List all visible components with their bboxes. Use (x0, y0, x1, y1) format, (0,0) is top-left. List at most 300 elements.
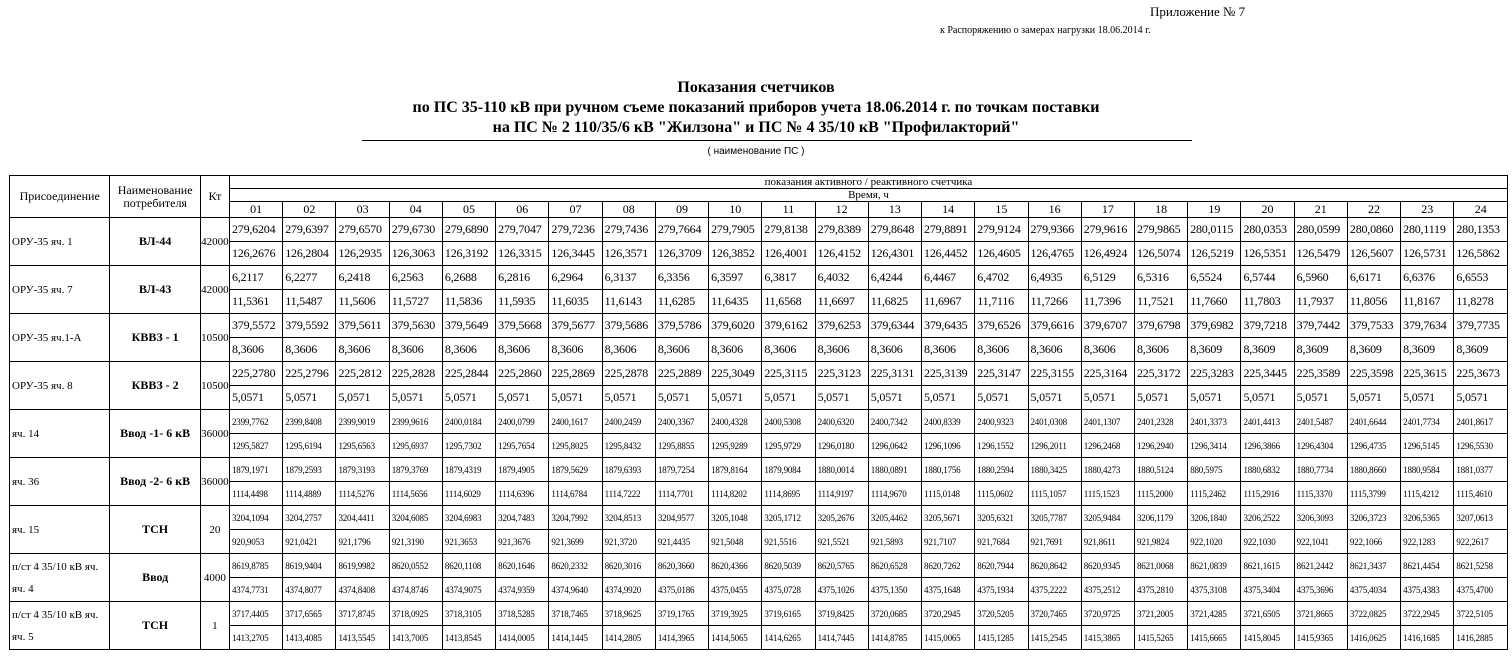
reactive-reading-cell: 5,0571 (815, 386, 868, 410)
active-reading-cell: 279,6204 (229, 218, 282, 242)
reactive-reading-cell: 1413,2705 (229, 626, 282, 650)
kt-cell: 10500 (200, 362, 229, 410)
reactive-reading-cell: 4374,9075 (442, 578, 495, 602)
active-reading-cell: 8620,7262 (922, 554, 975, 578)
active-reading-cell: 280,0115 (1188, 218, 1241, 242)
reactive-reading-cell: 920,9053 (229, 530, 282, 554)
reactive-reading-cell: 921,3653 (442, 530, 495, 554)
reactive-reading-cell: 126,2804 (283, 242, 336, 266)
active-reading-cell: 2400,5308 (762, 410, 815, 434)
active-reading-cell: 379,6982 (1188, 314, 1241, 338)
active-reading-cell: 225,2889 (655, 362, 708, 386)
reactive-reading-cell: 1295,9729 (762, 434, 815, 458)
active-reading-cell: 3204,2757 (283, 506, 336, 530)
active-reading-cell: 2400,6320 (815, 410, 868, 434)
reactive-reading-cell: 1415,5265 (1134, 626, 1187, 650)
active-reading-cell: 225,2812 (336, 362, 389, 386)
active-reading-cell: 1880,0014 (815, 458, 868, 482)
active-reading-cell: 379,5686 (602, 314, 655, 338)
reactive-reading-cell: 1413,5545 (336, 626, 389, 650)
active-reading-cell: 279,7047 (496, 218, 549, 242)
active-reading-cell: 379,5572 (229, 314, 282, 338)
reactive-reading-cell: 1415,1285 (975, 626, 1028, 650)
reactive-reading-cell: 11,6825 (868, 290, 921, 314)
table-row (10, 266, 1508, 290)
active-reading-cell: 379,7735 (1454, 314, 1508, 338)
active-reading-cell: 279,9366 (1028, 218, 1081, 242)
reactive-reading-cell: 11,5727 (389, 290, 442, 314)
reactive-reading-cell: 1114,5656 (389, 482, 442, 506)
active-reading-cell: 880,5975 (1188, 458, 1241, 482)
reactive-reading-cell: 921,5893 (868, 530, 921, 554)
reactive-reading-cell: 1415,0065 (922, 626, 975, 650)
reactive-reading-cell: 126,3852 (709, 242, 762, 266)
reactive-reading-cell: 1415,8045 (1241, 626, 1294, 650)
active-reading-cell: 2401,6644 (1347, 410, 1400, 434)
reactive-reading-cell: 8,3606 (336, 338, 389, 362)
connection-label: яч. 15 (12, 523, 40, 536)
table-row (10, 602, 1508, 626)
reactive-reading-cell: 11,6967 (922, 290, 975, 314)
reactive-reading-cell: 11,8278 (1454, 290, 1508, 314)
reactive-reading-cell: 126,5351 (1241, 242, 1294, 266)
reactive-reading-cell: 1415,2545 (1028, 626, 1081, 650)
active-reading-cell: 3718,7465 (549, 602, 602, 626)
title-underline (362, 140, 1192, 141)
header-row-time (10, 189, 1508, 202)
active-reading-cell: 1880,2594 (975, 458, 1028, 482)
active-reading-cell: 8620,1646 (496, 554, 549, 578)
reactive-reading-cell: 1296,5145 (1401, 434, 1454, 458)
active-reading-cell: 225,3147 (975, 362, 1028, 386)
reactive-reading-cell: 921,7684 (975, 530, 1028, 554)
active-reading-cell: 279,8389 (815, 218, 868, 242)
hour-header-cell: 04 (389, 202, 442, 218)
reactive-reading-cell: 8,3606 (975, 338, 1028, 362)
reactive-reading-cell: 11,6285 (655, 290, 708, 314)
reactive-reading-cell: 11,5836 (442, 290, 495, 314)
reactive-reading-cell: 5,0571 (975, 386, 1028, 410)
connection-label: ОРУ-35 яч. 8 (12, 379, 73, 392)
active-reading-cell: 1880,7734 (1294, 458, 1347, 482)
reactive-reading-cell: 1295,8855 (655, 434, 708, 458)
reactive-reading-cell: 11,8167 (1401, 290, 1454, 314)
reactive-reading-cell: 126,5607 (1347, 242, 1400, 266)
table-row-reactive (10, 338, 1508, 362)
active-reading-cell: 8621,5258 (1454, 554, 1508, 578)
active-reading-cell: 225,3589 (1294, 362, 1347, 386)
connection-cell (10, 554, 110, 602)
header-consumer: Наименование потребителя (110, 176, 200, 218)
reactive-reading-cell: 1295,8432 (602, 434, 655, 458)
active-reading-cell: 8620,0552 (389, 554, 442, 578)
table-row-reactive (10, 242, 1508, 266)
reactive-reading-cell: 1114,6029 (442, 482, 495, 506)
active-reading-cell: 3205,6321 (975, 506, 1028, 530)
reactive-reading-cell: 8,3606 (868, 338, 921, 362)
active-reading-cell: 225,3131 (868, 362, 921, 386)
table-row-reactive (10, 578, 1508, 602)
active-reading-cell: 1879,2593 (283, 458, 336, 482)
reactive-reading-cell: 126,4765 (1028, 242, 1081, 266)
active-reading-cell: 8619,9404 (283, 554, 336, 578)
hour-header-cell: 09 (655, 202, 708, 218)
active-reading-cell: 279,9865 (1134, 218, 1187, 242)
reactive-reading-cell: 1296,0180 (815, 434, 868, 458)
reactive-reading-cell: 4375,0186 (655, 578, 708, 602)
consumer-cell: ТСН (110, 602, 200, 650)
hour-header-cell: 05 (442, 202, 495, 218)
reactive-reading-cell: 922,1030 (1241, 530, 1294, 554)
meter-readings-table (9, 175, 1508, 650)
kt-cell: 36000 (200, 410, 229, 458)
reactive-reading-cell: 4375,3696 (1294, 578, 1347, 602)
active-reading-cell: 379,7218 (1241, 314, 1294, 338)
kt-cell: 1 (200, 602, 229, 650)
reactive-reading-cell: 921,7691 (1028, 530, 1081, 554)
active-reading-cell: 280,1353 (1454, 218, 1508, 242)
active-reading-cell: 3204,9577 (655, 506, 708, 530)
connection-cell (10, 410, 110, 458)
reactive-reading-cell: 4375,0728 (762, 578, 815, 602)
active-reading-cell: 2400,2459 (602, 410, 655, 434)
active-reading-cell: 279,7664 (655, 218, 708, 242)
header-row-readings (10, 176, 1508, 189)
reactive-reading-cell: 5,0571 (922, 386, 975, 410)
kt-cell: 42000 (200, 218, 229, 266)
reactive-reading-cell: 126,3192 (442, 242, 495, 266)
connection-cell (10, 218, 110, 266)
reactive-reading-cell: 126,3709 (655, 242, 708, 266)
active-reading-cell: 1879,8164 (709, 458, 762, 482)
active-reading-cell: 3717,8745 (336, 602, 389, 626)
reactive-reading-cell: 126,3315 (496, 242, 549, 266)
active-reading-cell: 6,5129 (1081, 266, 1134, 290)
active-reading-cell: 379,5611 (336, 314, 389, 338)
reactive-reading-cell: 1295,9289 (709, 434, 762, 458)
reactive-reading-cell: 5,0571 (442, 386, 495, 410)
active-reading-cell: 225,2844 (442, 362, 495, 386)
reactive-reading-cell: 126,3445 (549, 242, 602, 266)
active-reading-cell: 225,3598 (1347, 362, 1400, 386)
active-reading-cell: 6,4935 (1028, 266, 1081, 290)
active-reading-cell: 1881,0377 (1454, 458, 1508, 482)
reactive-reading-cell: 8,3606 (389, 338, 442, 362)
active-reading-cell: 225,2860 (496, 362, 549, 386)
title-line-1: Показания счетчиков (677, 79, 835, 96)
active-reading-cell: 3718,0925 (389, 602, 442, 626)
reactive-reading-cell: 1415,3865 (1081, 626, 1134, 650)
reactive-reading-cell: 11,5361 (229, 290, 282, 314)
reactive-reading-cell: 1413,4085 (283, 626, 336, 650)
kt-cell: 36000 (200, 458, 229, 506)
reactive-reading-cell: 5,0571 (1454, 386, 1508, 410)
active-reading-cell: 3206,5365 (1401, 506, 1454, 530)
active-reading-cell: 3206,2522 (1241, 506, 1294, 530)
reactive-reading-cell: 126,4452 (922, 242, 975, 266)
order-reference: к Распоряжению о замерах нагрузки 18.06.2014 г. (940, 25, 1151, 36)
hour-header-cell: 18 (1134, 202, 1187, 218)
active-reading-cell: 2401,0308 (1028, 410, 1081, 434)
reactive-reading-cell: 921,4435 (655, 530, 708, 554)
reactive-reading-cell: 8,3606 (815, 338, 868, 362)
active-reading-cell: 3204,4411 (336, 506, 389, 530)
connection-label: яч. 14 (12, 427, 40, 440)
consumer-cell: КВВЗ - 2 (110, 362, 200, 410)
reactive-reading-cell: 1414,8785 (868, 626, 921, 650)
active-reading-cell: 2401,5487 (1294, 410, 1347, 434)
hour-header-cell: 01 (229, 202, 282, 218)
header-time: Время, ч (229, 189, 1507, 202)
consumer-cell: ВЛ-43 (110, 266, 200, 314)
reactive-reading-cell: 11,6143 (602, 290, 655, 314)
active-reading-cell: 280,1119 (1401, 218, 1454, 242)
hour-header-cell: 17 (1081, 202, 1134, 218)
active-reading-cell: 3206,1179 (1134, 506, 1187, 530)
active-reading-cell: 1879,3193 (336, 458, 389, 482)
active-reading-cell: 1880,6832 (1241, 458, 1294, 482)
substation-caption: ( наименование ПС ) (707, 146, 805, 157)
active-reading-cell: 6,2277 (283, 266, 336, 290)
active-reading-cell: 2401,1307 (1081, 410, 1134, 434)
reactive-reading-cell: 1296,1552 (975, 434, 1028, 458)
active-reading-cell: 279,8138 (762, 218, 815, 242)
reactive-reading-cell: 1414,2805 (602, 626, 655, 650)
active-reading-cell: 3720,0685 (868, 602, 921, 626)
active-reading-cell: 2401,7734 (1401, 410, 1454, 434)
reactive-reading-cell: 922,1041 (1294, 530, 1347, 554)
reactive-reading-cell: 1413,8545 (442, 626, 495, 650)
reactive-reading-cell: 1115,2462 (1188, 482, 1241, 506)
table-row-reactive (10, 290, 1508, 314)
active-reading-cell: 2399,7762 (229, 410, 282, 434)
active-reading-cell: 225,3049 (709, 362, 762, 386)
active-reading-cell: 2401,2328 (1134, 410, 1187, 434)
reactive-reading-cell: 922,2617 (1454, 530, 1508, 554)
reactive-reading-cell: 1296,4735 (1347, 434, 1400, 458)
active-reading-cell: 279,8648 (868, 218, 921, 242)
hour-header-cell: 16 (1028, 202, 1081, 218)
reactive-reading-cell: 1114,9197 (815, 482, 868, 506)
active-reading-cell: 3204,1094 (229, 506, 282, 530)
header-connection: Присоединение (10, 176, 110, 218)
reactive-reading-cell: 4375,1934 (975, 578, 1028, 602)
active-reading-cell: 279,9124 (975, 218, 1028, 242)
reactive-reading-cell: 1415,9365 (1294, 626, 1347, 650)
reactive-reading-cell: 5,0571 (549, 386, 602, 410)
active-reading-cell: 3722,2945 (1401, 602, 1454, 626)
reactive-reading-cell: 1295,6937 (389, 434, 442, 458)
reactive-reading-cell: 1115,0602 (975, 482, 1028, 506)
active-reading-cell: 3206,3723 (1347, 506, 1400, 530)
connection-label-2: яч. 4 (12, 582, 34, 595)
active-reading-cell: 2400,3367 (655, 410, 708, 434)
active-reading-cell: 3206,3093 (1294, 506, 1347, 530)
active-reading-cell: 379,6798 (1134, 314, 1187, 338)
reactive-reading-cell: 1114,4889 (283, 482, 336, 506)
active-reading-cell: 2401,3373 (1188, 410, 1241, 434)
active-reading-cell: 8619,8785 (229, 554, 282, 578)
active-reading-cell: 8620,8642 (1028, 554, 1081, 578)
consumer-cell: ТСН (110, 506, 200, 554)
reactive-reading-cell: 4374,9359 (496, 578, 549, 602)
connection-label: ОРУ-35 яч. 7 (12, 283, 73, 296)
active-reading-cell: 3721,2005 (1134, 602, 1187, 626)
active-reading-cell: 379,6253 (815, 314, 868, 338)
active-reading-cell: 6,4702 (975, 266, 1028, 290)
active-reading-cell: 2400,8339 (922, 410, 975, 434)
reactive-reading-cell: 126,4924 (1081, 242, 1134, 266)
reactive-reading-cell: 1416,2885 (1454, 626, 1508, 650)
active-reading-cell: 379,5786 (655, 314, 708, 338)
reactive-reading-cell: 5,0571 (655, 386, 708, 410)
reactive-reading-cell: 1114,7222 (602, 482, 655, 506)
reactive-reading-cell: 1296,4304 (1294, 434, 1347, 458)
reactive-reading-cell: 921,1796 (336, 530, 389, 554)
hour-header-cell: 13 (868, 202, 921, 218)
active-reading-cell: 3204,6085 (389, 506, 442, 530)
reactive-reading-cell: 1114,8202 (709, 482, 762, 506)
reactive-reading-cell: 921,3190 (389, 530, 442, 554)
active-reading-cell: 225,3115 (762, 362, 815, 386)
active-reading-cell: 3721,8665 (1294, 602, 1347, 626)
active-reading-cell: 379,6616 (1028, 314, 1081, 338)
connection-label-2: яч. 5 (12, 630, 34, 643)
table-row (10, 410, 1508, 434)
active-reading-cell: 279,6890 (442, 218, 495, 242)
reactive-reading-cell: 1115,4610 (1454, 482, 1508, 506)
reactive-reading-cell: 11,6697 (815, 290, 868, 314)
reactive-reading-cell: 1295,7302 (442, 434, 495, 458)
reactive-reading-cell: 5,0571 (1028, 386, 1081, 410)
consumer-cell: ВЛ-44 (110, 218, 200, 266)
hour-header-cell: 19 (1188, 202, 1241, 218)
header-row-hours (10, 202, 1508, 218)
active-reading-cell: 225,2828 (389, 362, 442, 386)
reactive-reading-cell: 1115,1057 (1028, 482, 1081, 506)
reactive-reading-cell: 8,3609 (1454, 338, 1508, 362)
reactive-reading-cell: 1295,5827 (229, 434, 282, 458)
active-reading-cell: 3206,1840 (1188, 506, 1241, 530)
active-reading-cell: 225,2878 (602, 362, 655, 386)
connection-cell (10, 602, 110, 650)
active-reading-cell: 6,6376 (1401, 266, 1454, 290)
reactive-reading-cell: 8,3606 (922, 338, 975, 362)
connection-cell (10, 458, 110, 506)
reactive-reading-cell: 1115,2000 (1134, 482, 1187, 506)
reactive-reading-cell: 4374,7731 (229, 578, 282, 602)
reactive-reading-cell: 4375,3108 (1188, 578, 1241, 602)
connection-label: ОРУ-35 яч.1-А (12, 331, 82, 344)
active-reading-cell: 3718,5285 (496, 602, 549, 626)
active-reading-cell: 3204,7992 (549, 506, 602, 530)
reactive-reading-cell: 921,5516 (762, 530, 815, 554)
active-reading-cell: 3205,1048 (709, 506, 762, 530)
active-reading-cell: 2399,8408 (283, 410, 336, 434)
reactive-reading-cell: 8,3606 (762, 338, 815, 362)
active-reading-cell: 3720,7465 (1028, 602, 1081, 626)
reactive-reading-cell: 4375,1648 (922, 578, 975, 602)
reactive-reading-cell: 5,0571 (283, 386, 336, 410)
active-reading-cell: 1880,5124 (1134, 458, 1187, 482)
consumer-cell: Ввод -2- 6 кВ (110, 458, 200, 506)
reactive-reading-cell: 5,0571 (1294, 386, 1347, 410)
reactive-reading-cell: 8,3609 (1188, 338, 1241, 362)
reactive-reading-cell: 922,1066 (1347, 530, 1400, 554)
active-reading-cell: 6,5744 (1241, 266, 1294, 290)
hour-header-cell: 22 (1347, 202, 1400, 218)
active-reading-cell: 3205,2676 (815, 506, 868, 530)
active-reading-cell: 3205,5671 (922, 506, 975, 530)
active-reading-cell: 280,0599 (1294, 218, 1347, 242)
reactive-reading-cell: 11,7396 (1081, 290, 1134, 314)
active-reading-cell: 379,5668 (496, 314, 549, 338)
reactive-reading-cell: 5,0571 (1188, 386, 1241, 410)
reactive-reading-cell: 4374,9920 (602, 578, 655, 602)
reactive-reading-cell: 8,3606 (283, 338, 336, 362)
active-reading-cell: 379,6526 (975, 314, 1028, 338)
active-reading-cell: 8621,1615 (1241, 554, 1294, 578)
active-reading-cell: 1879,3769 (389, 458, 442, 482)
active-reading-cell: 1879,7254 (655, 458, 708, 482)
connection-cell (10, 506, 110, 554)
reactive-reading-cell: 11,7937 (1294, 290, 1347, 314)
hour-header-cell: 23 (1401, 202, 1454, 218)
reactive-reading-cell: 1414,0005 (496, 626, 549, 650)
reactive-reading-cell: 1295,6194 (283, 434, 336, 458)
reactive-reading-cell: 4375,4700 (1454, 578, 1508, 602)
kt-cell: 20 (200, 506, 229, 554)
reactive-reading-cell: 4375,4383 (1401, 578, 1454, 602)
reactive-reading-cell: 1296,1096 (922, 434, 975, 458)
reactive-reading-cell: 1115,3799 (1347, 482, 1400, 506)
reactive-reading-cell: 4375,2512 (1081, 578, 1134, 602)
active-reading-cell: 2401,8617 (1454, 410, 1508, 434)
active-reading-cell: 3720,5205 (975, 602, 1028, 626)
active-reading-cell: 225,3172 (1134, 362, 1187, 386)
reactive-reading-cell: 8,3606 (655, 338, 708, 362)
active-reading-cell: 279,8891 (922, 218, 975, 242)
table-row (10, 554, 1508, 578)
active-reading-cell: 8620,6528 (868, 554, 921, 578)
reactive-reading-cell: 126,3063 (389, 242, 442, 266)
reactive-reading-cell: 8,3609 (1401, 338, 1454, 362)
active-reading-cell: 225,3445 (1241, 362, 1294, 386)
active-reading-cell: 2399,9019 (336, 410, 389, 434)
reactive-reading-cell: 11,5487 (283, 290, 336, 314)
reactive-reading-cell: 126,4605 (975, 242, 1028, 266)
consumer-cell: КВВЗ - 1 (110, 314, 200, 362)
hour-header-cell: 24 (1454, 202, 1508, 218)
active-reading-cell: 8620,1108 (442, 554, 495, 578)
active-reading-cell: 3721,4285 (1188, 602, 1241, 626)
active-reading-cell: 8621,0068 (1134, 554, 1187, 578)
reactive-reading-cell: 126,2676 (229, 242, 282, 266)
active-reading-cell: 2401,4413 (1241, 410, 1294, 434)
reactive-reading-cell: 1414,5065 (709, 626, 762, 650)
active-reading-cell: 225,3139 (922, 362, 975, 386)
active-reading-cell: 2400,4328 (709, 410, 762, 434)
active-reading-cell: 1880,3425 (1028, 458, 1081, 482)
table-row-reactive (10, 626, 1508, 650)
reactive-reading-cell: 921,3676 (496, 530, 549, 554)
active-reading-cell: 2400,9323 (975, 410, 1028, 434)
reactive-reading-cell: 5,0571 (1347, 386, 1400, 410)
active-reading-cell: 6,2117 (229, 266, 282, 290)
hour-header-cell: 02 (283, 202, 336, 218)
active-reading-cell: 3205,4462 (868, 506, 921, 530)
active-reading-cell: 3717,4405 (229, 602, 282, 626)
